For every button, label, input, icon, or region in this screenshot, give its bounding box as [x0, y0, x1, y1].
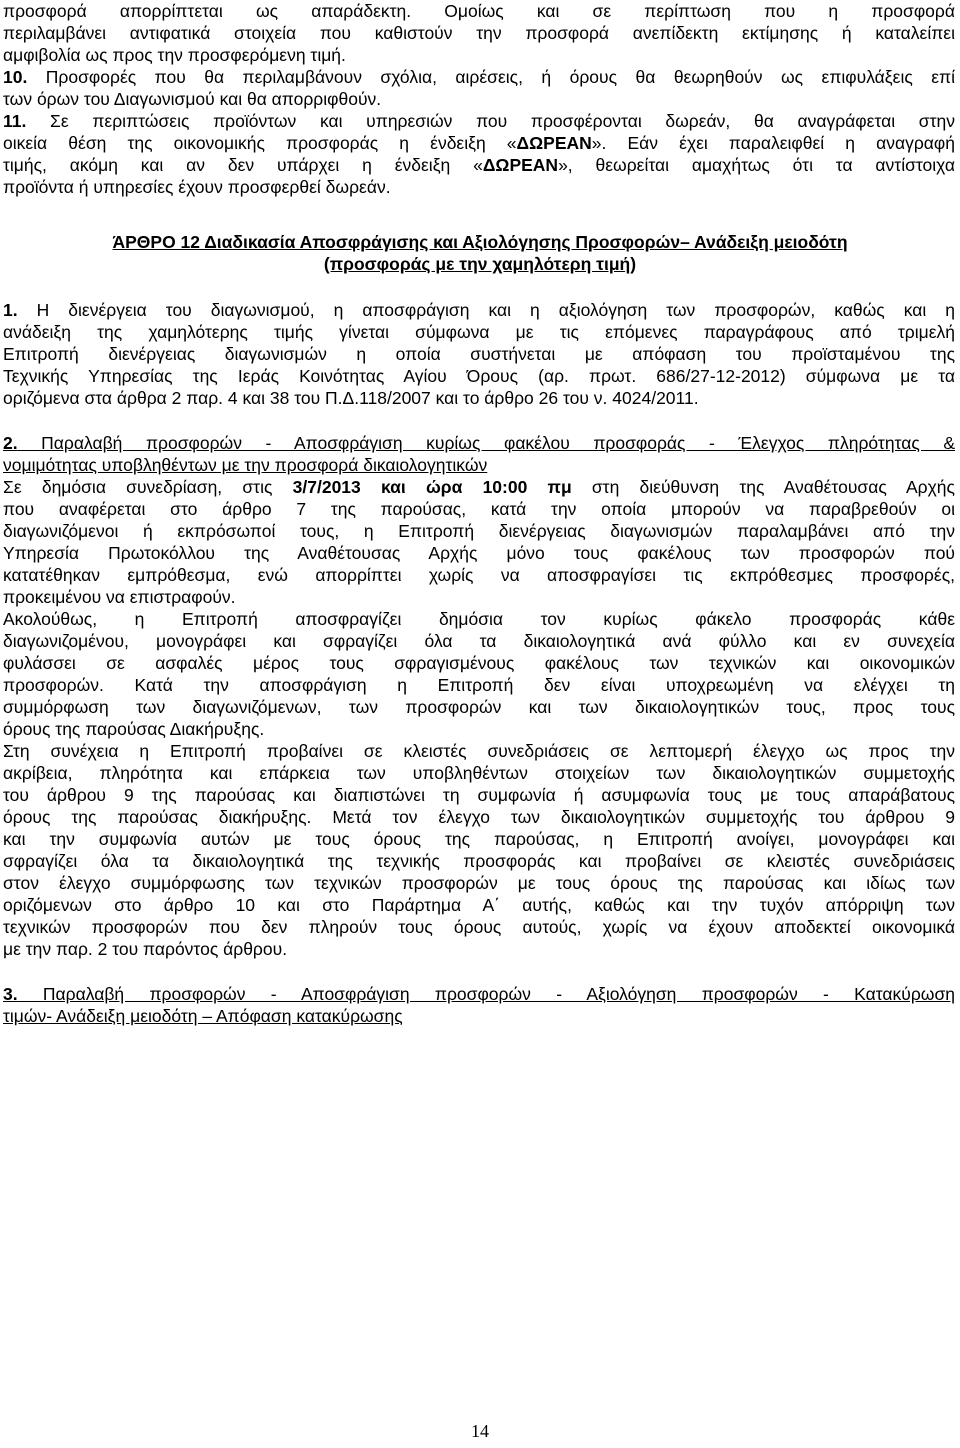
item-text: ». Εάν έχει παραλειφθεί η αναγραφή [591, 133, 955, 153]
para-2-line: φυλάσσει σε ασφαλές μέρος τους σφραγισμένους φακέλους των τεχνικών και οικονομικών [3, 653, 955, 673]
para-2-line: ακρίβεια, πληρότητα και επάρκεια των υποβληθέντων στοιχείων των δικαιολογητικών συμμετοχής [3, 763, 955, 783]
para-2-line: οριζόμενων στο άρθρο 10 και στο Παράρτημα Α΄ αυτής, καθώς και την τυχόν απόρριψη των [3, 895, 955, 915]
paragraph-title: Παραλαβή προσφορών - Αποσφράγιση κυρίως φακέλου προσφοράς - Έλεγχος πληρότητας & [17, 433, 955, 453]
para-2-line: που αναφέρεται στο άρθρο 7 της παρούσας, κατά την οποία μπορούν να παραβρεθούν οι [3, 499, 955, 519]
bold-term: ΔΩΡΕΑΝ [482, 155, 559, 175]
item-text: Σε περιπτώσεις προϊόντων και υπηρεσιών που προσφέρονται δωρεάν, θα αναγράφεται στην [26, 111, 955, 131]
item-10-line: των όρων του Διαγωνισμού και θα απορριφθούν. [3, 89, 382, 109]
para-2-line: Υπηρεσία Πρωτοκόλλου της Αναθέτουσας Αρχής μόνο τους φακέλους των προσφορών πού [3, 543, 955, 563]
item-text: Προσφορές που θα περιλαμβάνουν σχόλια, αιρέσεις, ή όρους θα θεωρηθούν ως επιφυλάξεις επί [27, 67, 955, 87]
para-2-line: Ακολούθως, η Επιτροπή αποσφραγίζει δημόσια τον κυρίως φάκελο προσφοράς κάθε [3, 609, 955, 629]
para-2-line: σφραγίζει όλα τα δικαιολογητικά της τεχνικής προσφοράς και προβαίνει σε κλειστές συνεδριάσεις [3, 851, 955, 871]
para-2-line: τεχνικών προσφορών που δεν πληρούν τους όρους αυτούς, χωρίς να έχουν αποδεκτεί οικονομικά [3, 917, 955, 937]
para-2-line [3, 476, 955, 498]
para-2-line: κατατέθηκαν εμπρόθεσμα, ενώ απορρίπτει χωρίς να αποσφραγίσει τις εκπρόθεσμες προσφορές, [3, 565, 955, 585]
item-number: 10. [3, 67, 28, 87]
item-text: τιμής, ακόμη και αν δεν υπάρχει η ένδειξη « [3, 155, 483, 175]
para-2-title [3, 454, 955, 476]
para-1-line: οριζόμενα στα άρθρα 2 παρ. 4 και 38 του Π.Δ.118/2007 και το άρθρο 26 του ν. 4024/2011. [3, 388, 699, 408]
item-11-line: προϊόντα ή υπηρεσίες έχουν προσφερθεί δωρεάν. [3, 177, 391, 197]
item-11-line [3, 110, 955, 132]
session-date-time: 3/7/2013 και ώρα 10:00 πμ [292, 477, 572, 497]
paragraph-text: στη διεύθυνση της Αναθέτουσας Αρχής [571, 477, 955, 497]
para-2-line: διαγωνιζομένου, μονογράφει και σφραγίζει όλα τα δικαιολογητικά ανά φύλλο και εν συνεχεία [3, 631, 955, 651]
intro-line: προσφορά απορρίπτεται ως απαράδεκτη. Ομοίως και σε περίπτωση που η προσφορά [3, 1, 955, 21]
para-2-line: με την παρ. 2 του παρόντος άρθρου. [3, 939, 288, 959]
para-1-line: Τεχνικής Υπηρεσίας της Ιεράς Κοινότητας Αγίου Όρους (αρ. πρωτ. 686/27-12-2012) σύμφωνα με τα [3, 366, 955, 386]
para-2-line: όρους της παρούσας Διακήρυξης. [3, 719, 265, 739]
page-number: 14 [471, 1421, 489, 1441]
intro-line: αμφιβολία ως προς την προσφερόμενη τιμή. [3, 45, 346, 65]
paragraph-title: νομιμότητας υποβληθέντων με την προσφορά δικαιολογητικών [3, 455, 488, 475]
para-2-line: και την συμφωνία αυτών με τους όρους της παρούσας, η Επιτροπή ανοίγει, μονογράφει και [3, 829, 955, 849]
item-11-line [3, 154, 955, 176]
para-2-line: όρους της παρούσας διακήρυξης. Μετά τον έλεγχο των δικαιολογητικών συμμετοχής του άρθρου 9 [3, 807, 955, 827]
para-3-title [3, 1005, 955, 1027]
bold-term: ΔΩΡΕΑΝ [516, 133, 592, 153]
para-1-line [3, 299, 955, 321]
para-2-line: διαγωνιζόμενοι ή εκπρόσωποί τους, η Επιτροπή διενέργειας διαγωνισμών παραλαμβάνει από την [3, 521, 955, 541]
item-text: », θεωρείται αμαχήτως ότι τα αντίστοιχα [558, 155, 955, 175]
article-heading: ΆΡΘΡΟ 12 Διαδικασία Αποσφράγισης και Αξιολόγησης Προσφορών– Ανάδειξη μειοδότη [112, 232, 848, 252]
intro-line: περιλαμβάνει αντιφατικά στοιχεία που καθιστούν την προσφορά ανεπίδεκτη εκτίμησης ή καταλείπει [3, 23, 955, 43]
para-2-line: προσφορών. Κατά την αποσφράγιση η Επιτροπή δεν είναι υποχρεωμένη να ελέγχει τη [3, 675, 955, 695]
para-2-title [3, 432, 955, 454]
paragraph-title: Παραλαβή προσφορών - Αποσφράγιση προσφορών - Αξιολόγηση προσφορών - Κατακύρωση [17, 984, 955, 1004]
paragraph-number: 1. [3, 300, 18, 320]
para-2-line: στον έλεγχο συμμόρφωσης των τεχνικών προσφορών με τους όρους της παρούσας και ιδίως των [3, 873, 955, 893]
article-subheading: (προσφοράς με την χαμηλότερη τιμή) [323, 254, 637, 274]
paragraph-text: Η διενέργεια του διαγωνισμού, η αποσφράγιση και η αξιολόγηση των προσφορών, καθώς και η [17, 300, 955, 320]
paragraph-number: 2. [3, 433, 18, 453]
para-2-line: του άρθρου 9 της παρούσας και διαπιστώνει τη συμφωνία ή ασυμφωνία τους με τους απαράβατους [3, 785, 955, 805]
item-text: οικεία θέση της οικονομικής προσφοράς η ένδειξη « [3, 133, 517, 153]
item-10-line [3, 66, 955, 88]
para-2-line: συμμόρφωση των διαγωνιζόμενων, των προσφορών και των δικαιολογητικών τους, προς τους [3, 697, 955, 717]
para-1-line: Επιτροπή διενέργειας διαγωνισμών η οποία συστήνεται με απόφαση του προϊσταμένου της [3, 344, 955, 364]
para-3-title [3, 983, 955, 1005]
para-1-line: ανάδειξη της χαμηλότερης τιμής γίνεται σύμφωνα με τις επόμενες παραγράφους από τριμελή [3, 322, 955, 342]
paragraph-title: τιμών- Ανάδειξη μειοδότη – Απόφαση κατακύρωσης [3, 1006, 403, 1026]
para-2-line: Στη συνέχεια η Επιτροπή προβαίνει σε κλειστές συνεδριάσεις σε λεπτομερή έλεγχο ως προς την [3, 741, 955, 761]
item-number: 11. [3, 111, 27, 131]
paragraph-text: Σε δημόσια συνεδρίαση, στις [3, 477, 293, 497]
para-2-line: προκειμένου να επιστραφούν. [3, 587, 236, 607]
item-11-line [3, 132, 955, 154]
paragraph-number: 3. [3, 984, 18, 1004]
